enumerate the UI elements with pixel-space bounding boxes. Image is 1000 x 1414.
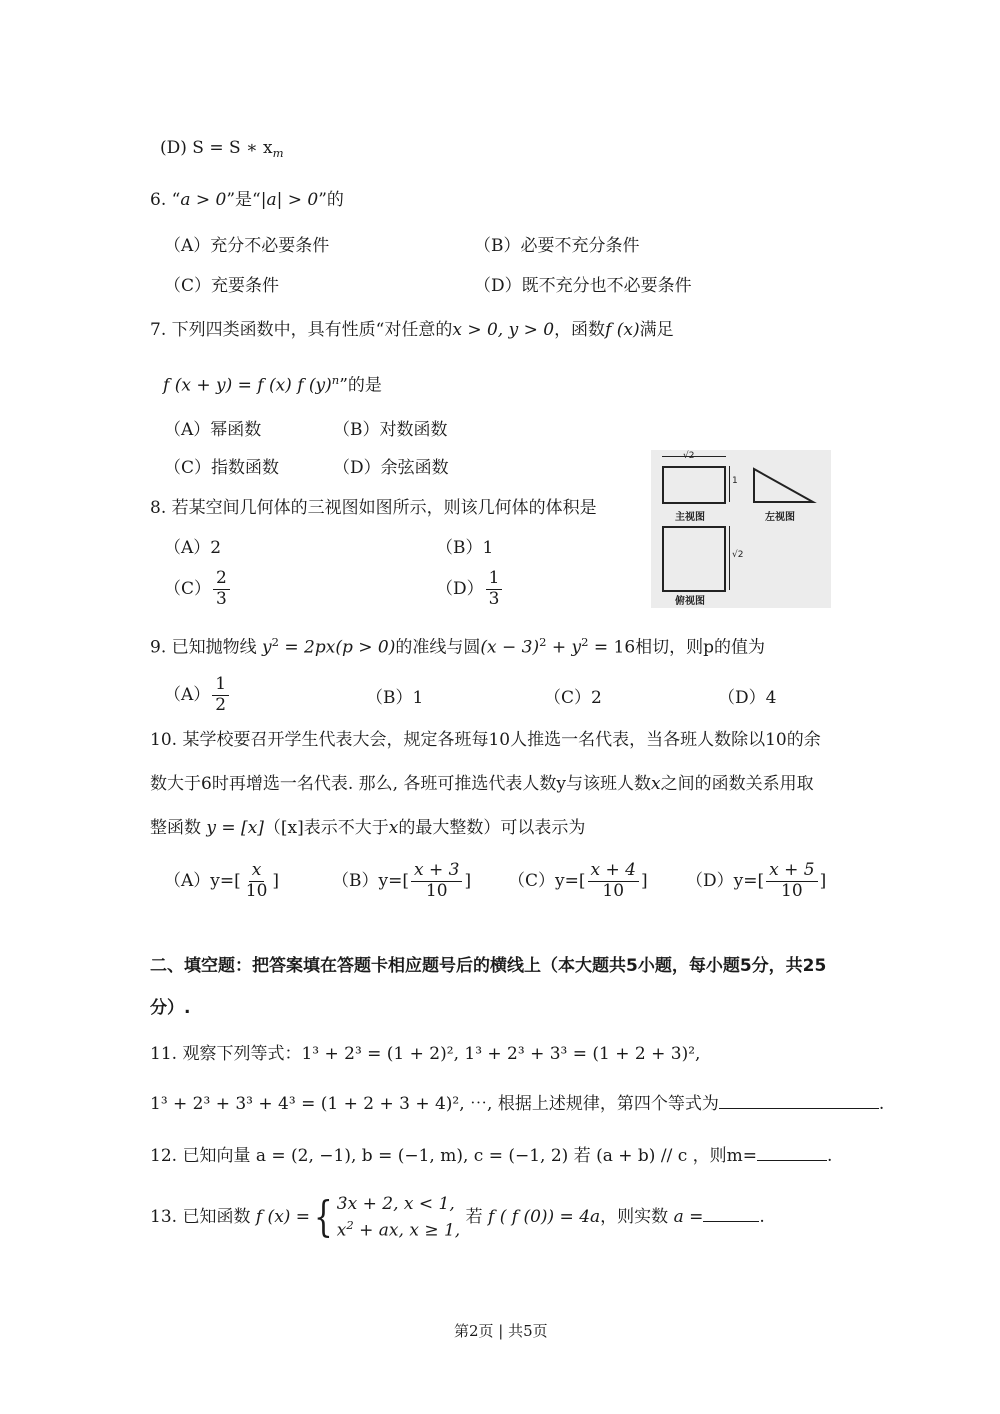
- q9-a-den: 2: [215, 694, 227, 715]
- q9-parabola-rest: = 2px(p > 0): [279, 637, 396, 658]
- q9-option-a-frac: [212, 676, 229, 715]
- q11-end: .: [878, 1094, 885, 1114]
- q8-stem: 8. 若某空间几何体的三视图如图所示，则该几何体的体积是: [150, 498, 597, 518]
- q8-c-den: 3: [216, 588, 227, 609]
- q12-text: 12. 已知向量 a = (2, −1), b = (−1, m), c = (−1, 2) 若 (a + b) // c ，则m=: [150, 1146, 757, 1166]
- q13-mid: 若: [465, 1206, 483, 1227]
- q10-b-label: （B）y=[: [332, 870, 409, 891]
- q10-line2-suffix: 之间的函数关系用取: [660, 774, 814, 794]
- q10-line3-suffix: 的最大整数）可以表示为: [398, 818, 586, 838]
- left-view-label: 左视图: [765, 512, 795, 523]
- q9-parabola-y: y: [262, 637, 272, 658]
- q7-line2: [163, 374, 382, 396]
- q10-d-close: ]: [819, 870, 827, 891]
- q6-option-b: （B）必要不充分条件: [474, 236, 640, 256]
- q10-line3-x: x: [388, 818, 399, 838]
- q6-stem-mid: ”是“: [226, 190, 261, 210]
- top-view-side-dim-line: [729, 526, 730, 590]
- q10-a-close: ]: [272, 870, 280, 891]
- q6-stem-suffix: ”的: [318, 190, 344, 210]
- top-dim-sqrt2: √2: [732, 550, 744, 560]
- three-view-figure: [651, 450, 831, 608]
- q10-c-num: x + 4: [588, 862, 639, 882]
- q7-formula-sup: n: [331, 373, 340, 387]
- q10-c-den: 10: [602, 880, 625, 901]
- q10-b-close: ]: [464, 870, 472, 891]
- q7-option-c: （C）指数函数: [164, 458, 280, 478]
- q12-line: [150, 1146, 832, 1166]
- q10-d-frac: [766, 862, 817, 901]
- section2-heading-line2: 分）.: [150, 998, 191, 1018]
- q11-line2-text: 1³ + 2³ + 3³ + 4³ = (1 + 2 + 3 + 4)², ⋯, 根据上述规律，第四个等式为: [150, 1094, 719, 1114]
- q13-suffix: ，则实数: [600, 1206, 669, 1227]
- q10-d-den: 10: [781, 880, 803, 901]
- q8-d-num: 1: [486, 570, 503, 590]
- q8-option-c-frac: [213, 570, 230, 609]
- q10-d-num: x + 5: [766, 862, 817, 882]
- q7-line1-mid: ，函数: [554, 320, 606, 340]
- q11-answer-blank[interactable]: [719, 1107, 879, 1109]
- q13-end: .: [759, 1206, 765, 1227]
- q8-c-num: 2: [213, 570, 230, 590]
- q13-piece1: 3x + 2, x < 1,: [336, 1194, 455, 1214]
- q9-option-a-label: （A）: [164, 684, 211, 705]
- q9-stem-suffix: 相切，则p的值为: [635, 637, 766, 658]
- q10-b-den: 10: [425, 880, 448, 901]
- q7-option-b: （B）对数函数: [333, 420, 448, 440]
- q6-cond1: a > 0: [180, 190, 227, 210]
- page-footer: 第2页 | 共5页: [454, 1322, 548, 1340]
- q9-circle-end: = 16: [588, 637, 636, 658]
- q10-a-label: （A）y=[: [164, 870, 241, 891]
- q7-line1-cond: x > 0, y > 0: [452, 320, 555, 340]
- q7-line1-fx: f (x): [605, 320, 640, 340]
- q10-a-num: x: [249, 862, 265, 882]
- q7-line1: [150, 320, 674, 340]
- q13-answer-blank[interactable]: [703, 1220, 759, 1222]
- q9-option-c: （C）2: [544, 688, 602, 708]
- q7-option-d: （D）余弦函数: [333, 458, 449, 478]
- q8-option-d: [436, 570, 504, 609]
- q10-line2: [150, 774, 814, 794]
- q5-option-d-sub: m: [272, 146, 284, 161]
- q10-line3-mid: （[x]表示不大于: [263, 818, 389, 838]
- q10-line2-x: x: [651, 774, 661, 794]
- q8-option-c-label: （C）: [164, 578, 212, 599]
- q8-option-b: （B）1: [436, 538, 494, 558]
- q9-a-num: 1: [212, 676, 229, 696]
- q7-line1-prefix: 7. 下列四类函数中，具有性质“对任意的: [150, 320, 453, 340]
- q10-c-frac: [588, 862, 639, 901]
- q12-answer-blank[interactable]: [757, 1159, 827, 1161]
- q9-stem: 9. 已知抛物线 $y^2 = 2px(p > 0)$的准线与圆$(x - 3)^2 + y^2 = 16$相切，则p的值为: [150, 635, 766, 658]
- section2-heading-line1: 二、填空题：把答案填在答题卡相应题号后的横线上（本大题共5小题，每小题5分，共25: [150, 956, 827, 976]
- q8-option-d-label: （D）: [436, 578, 484, 599]
- q6-stem: [150, 190, 344, 210]
- q13-piecewise: [337, 1192, 460, 1243]
- top-view-label: 俯视图: [675, 596, 705, 607]
- q9-option-d: （D）4: [718, 688, 777, 708]
- q9-stem-mid: 的准线与圆: [395, 637, 481, 658]
- top-view-rect: [662, 526, 726, 592]
- q13-line: [150, 1192, 765, 1243]
- q10-line3: [150, 818, 585, 838]
- q13-piece2-b: + ax, x ≥ 1,: [353, 1219, 461, 1240]
- q10-line3-fn: y = [x]: [206, 818, 264, 838]
- q9-option-b: （B）1: [366, 688, 424, 708]
- q8-d-den: 3: [488, 588, 500, 609]
- q10-option-a: [164, 862, 279, 901]
- q8-option-a: （A）2: [164, 538, 222, 558]
- q5-option-d: [160, 138, 284, 161]
- q8-option-c: [164, 570, 232, 609]
- q5-option-d-text: (D) S = S ∗ x: [160, 138, 273, 158]
- q6-cond2: |a| > 0: [260, 190, 319, 210]
- q7-formula: f (x + y) = f (x) f (y): [163, 375, 332, 396]
- q10-option-c: [508, 862, 648, 901]
- q7-line1-suffix: 满足: [639, 320, 674, 340]
- q6-option-a: （A）充分不必要条件: [164, 236, 330, 256]
- q10-c-close: ]: [640, 870, 648, 891]
- front-dim-one: 1: [732, 476, 738, 486]
- q10-a-den: 10: [245, 880, 268, 901]
- q12-end: .: [827, 1146, 833, 1166]
- q9-stem-prefix: 9. 已知抛物线: [150, 637, 257, 658]
- q7-line2-suffix: ”的是: [339, 375, 382, 396]
- q9-option-a: [164, 676, 231, 715]
- q13-cond: f ( f (0)) = 4a: [488, 1206, 601, 1227]
- q13-var: a =: [673, 1206, 704, 1227]
- q6-option-c: （C）充要条件: [164, 276, 280, 296]
- q10-d-label: （D）y=[: [686, 870, 765, 891]
- q13-prefix: 13. 已知函数: [150, 1206, 251, 1227]
- q10-b-num: x + 3: [411, 862, 462, 882]
- q6-stem-prefix: 6. “: [150, 190, 181, 210]
- front-view-label: 主视图: [675, 512, 705, 523]
- q13-piece2: $x^2$ + ax, x ≥ 1,: [336, 1217, 461, 1240]
- q10-line1: 10. 某学校要召开学生代表大会，规定各班每10人推选一名代表，当各班人数除以10的余: [150, 730, 821, 750]
- q10-b-frac: [411, 862, 462, 901]
- front-view-rect: [662, 466, 726, 504]
- q13-piece2-a: x: [336, 1219, 347, 1240]
- q10-a-frac: [243, 862, 271, 901]
- q10-option-b: [332, 862, 471, 901]
- q7-option-a: （A）幂函数: [164, 420, 262, 440]
- front-dim-sqrt2: √2: [683, 451, 695, 461]
- q10-line3-prefix: 整函数: [150, 818, 201, 838]
- q9-circle-mid: + y: [546, 637, 582, 658]
- q11-line1: 11. 观察下列等式：1³ + 2³ = (1 + 2)², 1³ + 2³ + 3³ = (1 + 2 + 3)²,: [150, 1044, 701, 1064]
- q8-option-d-frac: [486, 570, 503, 609]
- q9-circle: (x − 3): [480, 637, 540, 658]
- q10-option-d: [686, 862, 826, 901]
- q11-line2: [150, 1094, 884, 1114]
- left-view-triangle: [751, 466, 817, 506]
- q6-option-d: （D）既不充分也不必要条件: [474, 276, 692, 296]
- q13-fx: f (x) =: [255, 1206, 311, 1227]
- q10-line2-prefix: 数大于6时再增选一名代表. 那么, 各班可推选代表人数y与该班人数: [150, 774, 652, 794]
- q10-c-label: （C）y=[: [508, 870, 586, 891]
- q13-brace: {: [314, 1192, 333, 1242]
- front-view-side-dim-line: [729, 466, 730, 502]
